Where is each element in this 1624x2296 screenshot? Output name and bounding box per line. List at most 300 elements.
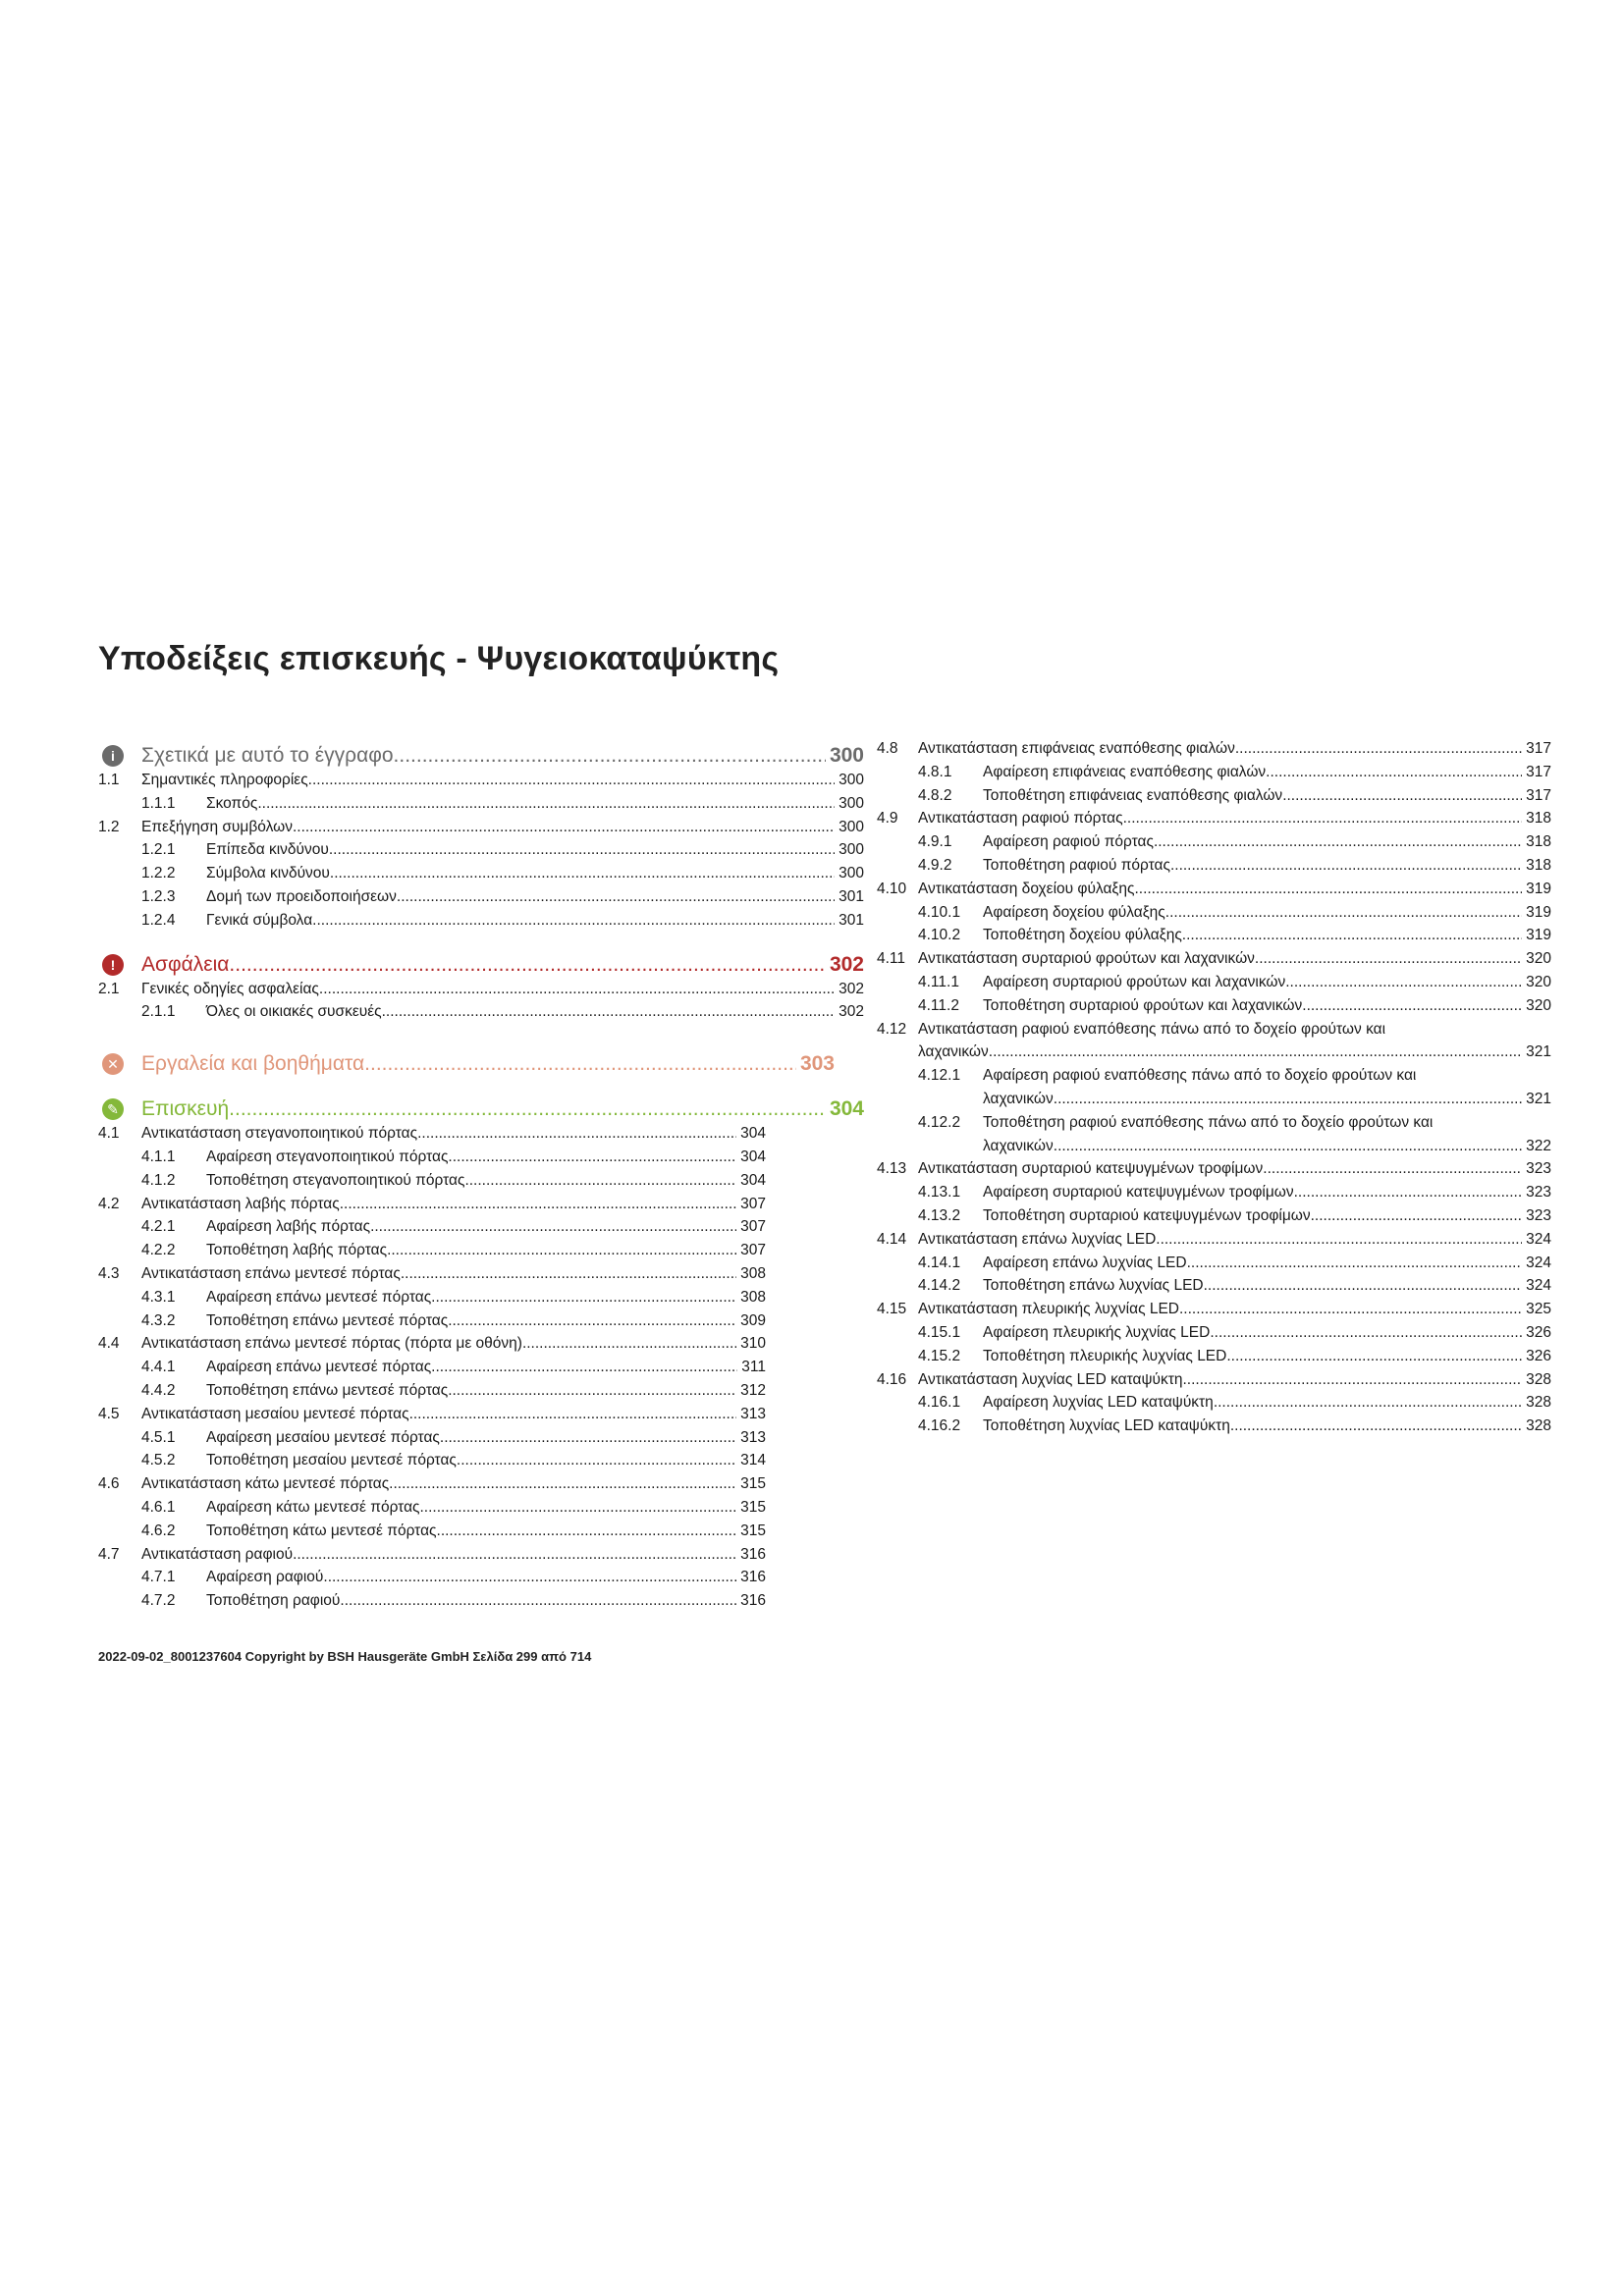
entry-number: 4.8.2: [918, 786, 952, 804]
entry-label-wrap: [206, 795, 864, 813]
entry-label-wrap: [983, 1255, 1551, 1272]
toc-list-right: [877, 740, 1551, 1021]
leader-dots: [1230, 1417, 1522, 1435]
entry-number: 4.1: [98, 1125, 120, 1143]
leader-dots: [229, 1097, 826, 1121]
entry-label: Τοποθέτηση ραφιού πόρτας: [983, 856, 1170, 874]
entry-label-wrap: [141, 1475, 766, 1493]
toc-entry[interactable]: [98, 1546, 766, 1570]
leader-dots: [431, 1289, 736, 1307]
leader-dots: [448, 1312, 736, 1330]
entry-page: 300: [839, 865, 864, 882]
entry-number: 4.14.1: [918, 1254, 961, 1271]
leader-dots: [448, 1148, 736, 1166]
toc-entry[interactable]: [98, 912, 864, 935]
entry-page: 315: [740, 1498, 766, 1516]
entry-label: Τοποθέτηση επιφάνειας εναπόθεσης φιαλών: [983, 786, 1283, 804]
entry-label: Αφαίρεση επάνω μεντεσέ πόρτας: [206, 1288, 432, 1306]
section-label: Επισκευή: [141, 1097, 230, 1121]
toc-entry[interactable]: [877, 1417, 1551, 1441]
entry-number: 4.3: [98, 1264, 120, 1282]
entry-label-wrap: [983, 787, 1551, 805]
toc-entry[interactable]: [98, 1475, 766, 1499]
entry-label-wrap: [983, 857, 1551, 875]
leader-dots: [1054, 1138, 1522, 1155]
entry-label: Τοποθέτηση στεγανοποιητικού πόρτας: [206, 1171, 465, 1189]
toc-entry[interactable]: [98, 795, 864, 819]
entry-number: 4.10.2: [918, 927, 961, 944]
entry-label: Τοποθέτηση δοχείου φύλαξης: [983, 927, 1182, 944]
entry-label: Επεξήγηση συμβόλων: [141, 818, 293, 835]
toc-entry[interactable]: [98, 1522, 766, 1546]
entry-page: 323: [1526, 1206, 1551, 1224]
leader-dots: [401, 1265, 736, 1283]
entry-page: 324: [1526, 1230, 1551, 1248]
entry-number: 4.15.2: [918, 1347, 961, 1364]
entry-label-wrap: [141, 1125, 766, 1143]
entry-label: Αντικατάσταση μεσαίου μεντεσέ πόρτας: [141, 1405, 409, 1422]
entry-number: 4.12.1: [918, 1067, 961, 1085]
entry-label: Αντικατάσταση ραφιού πόρτας: [918, 810, 1123, 828]
toc-entry[interactable]: [877, 950, 1551, 974]
entry-page: 328: [1526, 1394, 1551, 1412]
toc-entry[interactable]: [98, 1335, 766, 1359]
toc-entry[interactable]: [877, 997, 1551, 1021]
leader-dots: [229, 953, 826, 977]
toc-entry[interactable]: [877, 881, 1551, 904]
leader-dots: [389, 1475, 736, 1493]
entry-number: 4.3.1: [141, 1288, 176, 1306]
entry-label: Αντικατάσταση συρταριού φρούτων και λαχανικών: [918, 950, 1255, 968]
toc-entry[interactable]: [98, 1382, 766, 1406]
entry-page: 311: [741, 1359, 766, 1376]
toc-entry[interactable]: [98, 1218, 766, 1242]
entry-label: Τοποθέτηση μεσαίου μεντεσέ πόρτας: [206, 1452, 457, 1469]
entry-label: Τοποθέτηση συρταριού κατεψυγμένων τροφίμων: [983, 1206, 1311, 1224]
toc-entry[interactable]: [877, 1160, 1551, 1184]
entry-label-wrap: [206, 841, 864, 859]
toc-entry[interactable]: [98, 1196, 766, 1219]
toc-entry[interactable]: [877, 1255, 1551, 1278]
info-icon: i: [102, 745, 124, 767]
entry-label: Δομή των προειδοποιήσεων: [206, 887, 397, 905]
entry-page: 302: [839, 1003, 864, 1021]
entry-label-wrap: [206, 1359, 766, 1376]
toc-entry[interactable]: [98, 888, 864, 912]
leader-dots: [323, 1569, 736, 1586]
leader-dots: [293, 819, 835, 836]
leader-dots: [1263, 1160, 1522, 1178]
toc-entry[interactable]: [877, 810, 1551, 833]
toc-entry[interactable]: [877, 833, 1551, 857]
entry-page: 319: [1526, 927, 1551, 944]
leader-dots: [1210, 1324, 1522, 1342]
entry-label-wrap: [983, 833, 1551, 851]
entry-page: 301: [839, 887, 864, 905]
toc-entry[interactable]: [98, 1242, 766, 1265]
entry-page: 316: [740, 1545, 766, 1563]
entry-label: Αφαίρεση μεσαίου μεντεσέ πόρτας: [206, 1428, 440, 1446]
entry-label-wrap: [141, 1265, 766, 1283]
toc-entry[interactable]: [98, 1003, 864, 1027]
entry-number: 2.1: [98, 980, 120, 997]
entry-label: Αντικατάσταση δοχείου φύλαξης: [918, 880, 1135, 897]
entry-page: 318: [1526, 833, 1551, 851]
entry-number: 4.2.1: [141, 1218, 176, 1236]
entry-label: Γενικά σύμβολα: [206, 911, 313, 929]
toc-entry[interactable]: [877, 1348, 1551, 1371]
entry-label-wrap: [141, 1196, 766, 1213]
entry-label-wrap: [983, 904, 1551, 922]
entry-page: 313: [740, 1428, 766, 1446]
entry-label: Αντικατάσταση πλευρικής λυχνίας LED: [918, 1301, 1179, 1318]
entry-page: 328: [1526, 1417, 1551, 1435]
entry-label: Τοποθέτηση επάνω μεντεσέ πόρτας: [206, 1381, 449, 1399]
leader-dots: [431, 1359, 737, 1376]
toc-entry[interactable]: [877, 1277, 1551, 1301]
entry-label-line1: Αφαίρεση ραφιού εναπόθεσης πάνω από το δοχείο φρούτων και: [983, 1067, 1417, 1085]
leader-dots: [1302, 997, 1522, 1015]
entry-label-line1: Τοποθέτηση ραφιού εναπόθεσης πάνω από το δοχείο φρούτων και: [983, 1113, 1434, 1131]
entry-page: 314: [740, 1452, 766, 1469]
entry-label-wrap: [918, 1301, 1551, 1318]
entry-number: 4.6.2: [141, 1522, 176, 1539]
entry-number: 4.9.1: [918, 833, 952, 851]
entry-label-line2: λαχανικών: [983, 1137, 1054, 1154]
entry-page: 321: [1526, 1043, 1551, 1061]
section-page: 304: [829, 1097, 864, 1121]
leader-dots: [319, 981, 835, 998]
entry-label: Αντικατάσταση επάνω λυχνίας LED: [918, 1230, 1157, 1248]
entry-number: 4.11.1: [918, 973, 959, 990]
toc-entry[interactable]: [98, 819, 864, 842]
toc-entry[interactable]: [877, 1324, 1551, 1348]
entry-label-wrap: [918, 1231, 1551, 1249]
entry-label-wrap: [141, 1335, 766, 1353]
entry-label: Σημαντικές πληροφορίες: [141, 772, 308, 788]
leader-dots: [387, 1242, 736, 1259]
leader-dots: [1311, 1207, 1523, 1225]
toc-entry[interactable]: [98, 1359, 766, 1382]
entry-label: Σύμβολα κινδύνου: [206, 865, 330, 882]
leader-dots: [1134, 881, 1522, 898]
entry-label-wrap: [141, 819, 864, 836]
leader-dots: [329, 841, 835, 859]
entry-label-wrap: [206, 1242, 766, 1259]
toc-entry[interactable]: [877, 904, 1551, 928]
leader-dots: [1285, 974, 1522, 991]
entry-label: Γενικές οδηγίες ασφαλείας: [141, 980, 319, 997]
leader-dots: [1156, 1231, 1522, 1249]
toc-entry[interactable]: [98, 841, 864, 865]
entry-number: 1.2.1: [141, 841, 176, 859]
entry-number: 4.14: [877, 1230, 907, 1248]
leader-dots: [1204, 1277, 1523, 1295]
entry-number: 4.15: [877, 1301, 907, 1318]
entry-label-wrap: [983, 1091, 1551, 1108]
entry-label-wrap: [206, 1499, 766, 1517]
entry-number: 4.4.2: [141, 1381, 176, 1399]
entry-number: 4.13.1: [918, 1184, 961, 1201]
entry-label-line1: Αντικατάσταση ραφιού εναπόθεσης πάνω από το δοχείο φρούτων και: [918, 1020, 1386, 1038]
entry-label: Αφαίρεση κάτω μεντεσέ πόρτας: [206, 1498, 420, 1516]
entry-number: 4.12: [877, 1020, 907, 1038]
leader-dots: [1182, 927, 1522, 944]
entry-label: Τοποθέτηση ραφιού: [206, 1592, 341, 1610]
entry-page: 310: [740, 1335, 766, 1353]
entry-page: 316: [740, 1592, 766, 1610]
entry-label-wrap: [206, 1148, 766, 1166]
entry-label: Αντικατάσταση επιφάνειας εναπόθεσης φιαλών: [918, 740, 1235, 757]
entry-label: Αφαίρεση επιφάνειας εναπόθεσης φιαλών: [983, 763, 1267, 780]
leader-dots: [464, 1172, 736, 1190]
toc-entry[interactable]: [877, 1184, 1551, 1207]
entry-label: Όλες οι οικιακές συσκευές: [206, 1003, 382, 1021]
toc-section-tools[interactable]: [98, 1048, 835, 1080]
leader-dots: [1235, 740, 1522, 758]
entry-number: 4.7.1: [141, 1569, 176, 1586]
toc-list-about: [98, 772, 864, 935]
entry-label-wrap: [983, 927, 1551, 944]
entry-page: 324: [1526, 1277, 1551, 1295]
entry-page: 317: [1526, 740, 1551, 757]
entry-page: 307: [740, 1218, 766, 1236]
entry-label: Αφαίρεση ραφιού πόρτας: [983, 833, 1154, 851]
entry-number: 4.1.2: [141, 1171, 176, 1189]
leader-dots: [448, 1382, 736, 1400]
toc-entry[interactable]: [877, 857, 1551, 881]
toc-entry[interactable]: [98, 1499, 766, 1522]
toc-entry[interactable]: [877, 1114, 1551, 1161]
entry-label: Τοποθέτηση λυχνίας LED καταψύκτη: [983, 1417, 1230, 1435]
entry-page: 317: [1526, 786, 1551, 804]
entry-number: 4.7: [98, 1545, 120, 1563]
entry-page: 320: [1526, 950, 1551, 968]
toc-entry[interactable]: [98, 981, 864, 1004]
entry-page: 301: [839, 911, 864, 929]
toc-entry[interactable]: [877, 1394, 1551, 1417]
entry-number: 4.8: [877, 740, 898, 757]
section-label: Σχετικά με αυτό το έγγραφο: [141, 744, 394, 767]
entry-number: 4.11: [877, 950, 906, 968]
leader-dots: [1226, 1348, 1522, 1365]
toc-entry[interactable]: [98, 1452, 766, 1475]
toc-entry[interactable]: [877, 1231, 1551, 1255]
entry-number: 4.5: [98, 1405, 120, 1422]
entry-label: Αντικατάσταση λαβής πόρτας: [141, 1195, 340, 1212]
toc-entry[interactable]: [98, 1125, 766, 1148]
entry-number: 4.7.2: [141, 1592, 176, 1610]
leader-dots: [1123, 810, 1523, 828]
toc-entry[interactable]: [98, 1265, 766, 1289]
entry-label: Αφαίρεση συρταριού κατεψυγμένων τροφίμων: [983, 1184, 1294, 1201]
entry-page: 319: [1526, 903, 1551, 921]
entry-page: 308: [740, 1264, 766, 1282]
entry-number: 2.1.1: [141, 1003, 176, 1021]
entry-number: 4.16: [877, 1370, 907, 1388]
toc-entry[interactable]: [877, 1207, 1551, 1231]
section-page: 303: [799, 1052, 835, 1076]
toc-list-right-2: [877, 1160, 1551, 1441]
entry-page: 304: [740, 1148, 766, 1165]
entry-label-wrap: [918, 1371, 1551, 1389]
toc-entry[interactable]: [98, 1406, 766, 1429]
leader-dots: [1255, 950, 1522, 968]
entry-label-wrap: [141, 772, 864, 789]
entry-number: 4.16.2: [918, 1417, 961, 1435]
toc-entry[interactable]: [98, 865, 864, 888]
toc-left-column: [98, 740, 864, 1616]
leader-dots: [1165, 904, 1522, 922]
entry-label: Τοποθέτηση κάτω μεντεσέ πόρτας: [206, 1522, 437, 1539]
entry-label-wrap: [206, 1429, 766, 1447]
section-label: Εργαλεία και βοηθήματα: [141, 1052, 365, 1076]
entry-label-wrap: [206, 1172, 766, 1190]
toc-entry[interactable]: [877, 787, 1551, 811]
leader-dots: [330, 865, 835, 882]
entry-page: 315: [740, 1475, 766, 1493]
entry-page: 300: [839, 794, 864, 812]
leader-dots: [1282, 787, 1522, 805]
entry-label: Αντικατάσταση επάνω μεντεσέ πόρτας: [141, 1264, 401, 1282]
toc-entry[interactable]: [877, 1067, 1551, 1114]
entry-page: 324: [1526, 1254, 1551, 1271]
section-label: Ασφάλεια: [141, 952, 230, 976]
entry-label: Τοποθέτηση συρταριού φρούτων και λαχανικών: [983, 996, 1303, 1014]
leader-dots: [340, 1592, 736, 1610]
entry-label-wrap: [206, 1312, 766, 1330]
entry-page: 317: [1526, 763, 1551, 780]
entry-label-wrap: [141, 981, 864, 998]
section-page: 302: [829, 952, 864, 976]
toc-entry[interactable]: [877, 1301, 1551, 1324]
toc-entry[interactable]: [98, 1569, 766, 1592]
entry-label-wrap: [206, 1452, 766, 1469]
entry-label-wrap: [206, 1382, 766, 1400]
leader-dots: [417, 1125, 736, 1143]
entry-number: 4.13.2: [918, 1206, 961, 1224]
toc-list-right-wrapped: [877, 1021, 1551, 1161]
entry-page: 326: [1526, 1323, 1551, 1341]
entry-label: Σκοπός: [206, 794, 258, 812]
entry-page: 315: [740, 1522, 766, 1539]
entry-number: 4.9.2: [918, 856, 952, 874]
entry-number: 1.2: [98, 818, 120, 835]
entry-page: 304: [740, 1125, 766, 1143]
entry-label: Τοποθέτηση επάνω μεντεσέ πόρτας: [206, 1311, 449, 1329]
entry-page: 320: [1526, 996, 1551, 1014]
leader-dots: [293, 1546, 736, 1564]
entry-label-wrap: [918, 1043, 1551, 1061]
toc-entry[interactable]: [98, 772, 864, 795]
toc-entry[interactable]: [98, 1312, 766, 1336]
entry-page: 307: [740, 1195, 766, 1212]
leader-dots: [1187, 1255, 1523, 1272]
entry-label-wrap: [206, 1592, 766, 1610]
leader-dots: [257, 795, 835, 813]
entry-number: 4.13: [877, 1160, 907, 1178]
toc-list-repair: [98, 1125, 766, 1616]
toc-entry[interactable]: [98, 1172, 766, 1196]
toc-entry[interactable]: [877, 1021, 1551, 1068]
entry-label: Αντικατάσταση συρταριού κατεψυγμένων τροφίμων: [918, 1160, 1264, 1178]
leader-dots: [394, 744, 826, 768]
entry-page: 300: [839, 772, 864, 788]
entry-label-wrap: [983, 1417, 1551, 1435]
entry-number: 4.5.1: [141, 1428, 176, 1446]
toc-list-safety: [98, 981, 864, 1028]
entry-page: 300: [839, 841, 864, 859]
toc-entry[interactable]: [877, 927, 1551, 950]
entry-label-wrap: [983, 1184, 1551, 1201]
toc-entry[interactable]: [877, 1371, 1551, 1395]
entry-label-wrap: [206, 1522, 766, 1540]
toc-section-repair[interactable]: [98, 1094, 864, 1125]
leader-dots: [1179, 1301, 1522, 1318]
entry-page: 319: [1526, 880, 1551, 897]
toc-entry[interactable]: [98, 1429, 766, 1453]
toc-entry[interactable]: [877, 974, 1551, 997]
leader-dots: [1294, 1184, 1523, 1201]
toc-entry[interactable]: [98, 1148, 766, 1172]
entry-label: Αφαίρεση επάνω λυχνίας LED: [983, 1254, 1187, 1271]
entry-label-wrap: [206, 1289, 766, 1307]
entry-number: 4.14.2: [918, 1277, 961, 1295]
entry-number: 4.2.2: [141, 1242, 176, 1259]
entry-label: Αντικατάσταση λυχνίας LED καταψύκτη: [918, 1370, 1183, 1388]
entry-label-wrap: [918, 950, 1551, 968]
entry-label: Αντικατάσταση ραφιού: [141, 1545, 294, 1563]
leader-dots: [382, 1003, 836, 1021]
leader-dots: [457, 1452, 736, 1469]
entry-number: 4.16.1: [918, 1394, 961, 1412]
toc-entry[interactable]: [877, 740, 1551, 764]
entry-number: 4.4: [98, 1335, 120, 1353]
toc-entry[interactable]: [98, 1289, 766, 1312]
page-footer: 2022-09-02_8001237604 Copyright by BSH Hausgeräte GmbH Σελίδα 299 από 714: [98, 1649, 592, 1664]
entry-label: Αφαίρεση στεγανοποιητικού πόρτας: [206, 1148, 449, 1165]
warning-icon: !: [102, 954, 124, 976]
entry-page: 307: [740, 1242, 766, 1259]
toc-section-about[interactable]: [98, 740, 864, 772]
entry-number: 4.3.2: [141, 1311, 176, 1329]
entry-number: 4.5.2: [141, 1452, 176, 1469]
entry-number: 4.10: [877, 880, 907, 897]
entry-label-wrap: [983, 1324, 1551, 1342]
page-title: Υποδείξεις επισκευής - Ψυγειοκαταψύκτης: [98, 640, 780, 677]
entry-label-wrap: [206, 912, 864, 930]
entry-label-wrap: [206, 1003, 864, 1021]
leader-dots: [420, 1499, 737, 1517]
entry-number: 1.2.3: [141, 887, 176, 905]
wrench-icon: ✎: [102, 1098, 124, 1120]
entry-label-wrap: [206, 1218, 766, 1236]
entry-number: 1.1.1: [141, 794, 176, 812]
toc-entry[interactable]: [98, 1592, 766, 1616]
toc-entry[interactable]: [877, 764, 1551, 787]
entry-number: 4.2: [98, 1195, 120, 1212]
toc-section-safety[interactable]: [98, 949, 864, 981]
entry-label-wrap: [141, 1546, 766, 1564]
entry-page: 321: [1526, 1090, 1551, 1107]
leader-dots: [522, 1335, 736, 1353]
entry-page: 323: [1526, 1184, 1551, 1201]
leader-dots: [312, 912, 835, 930]
entry-page: 316: [740, 1569, 766, 1586]
entry-page: 328: [1526, 1370, 1551, 1388]
entry-page: 313: [740, 1405, 766, 1422]
entry-page: 309: [740, 1311, 766, 1329]
